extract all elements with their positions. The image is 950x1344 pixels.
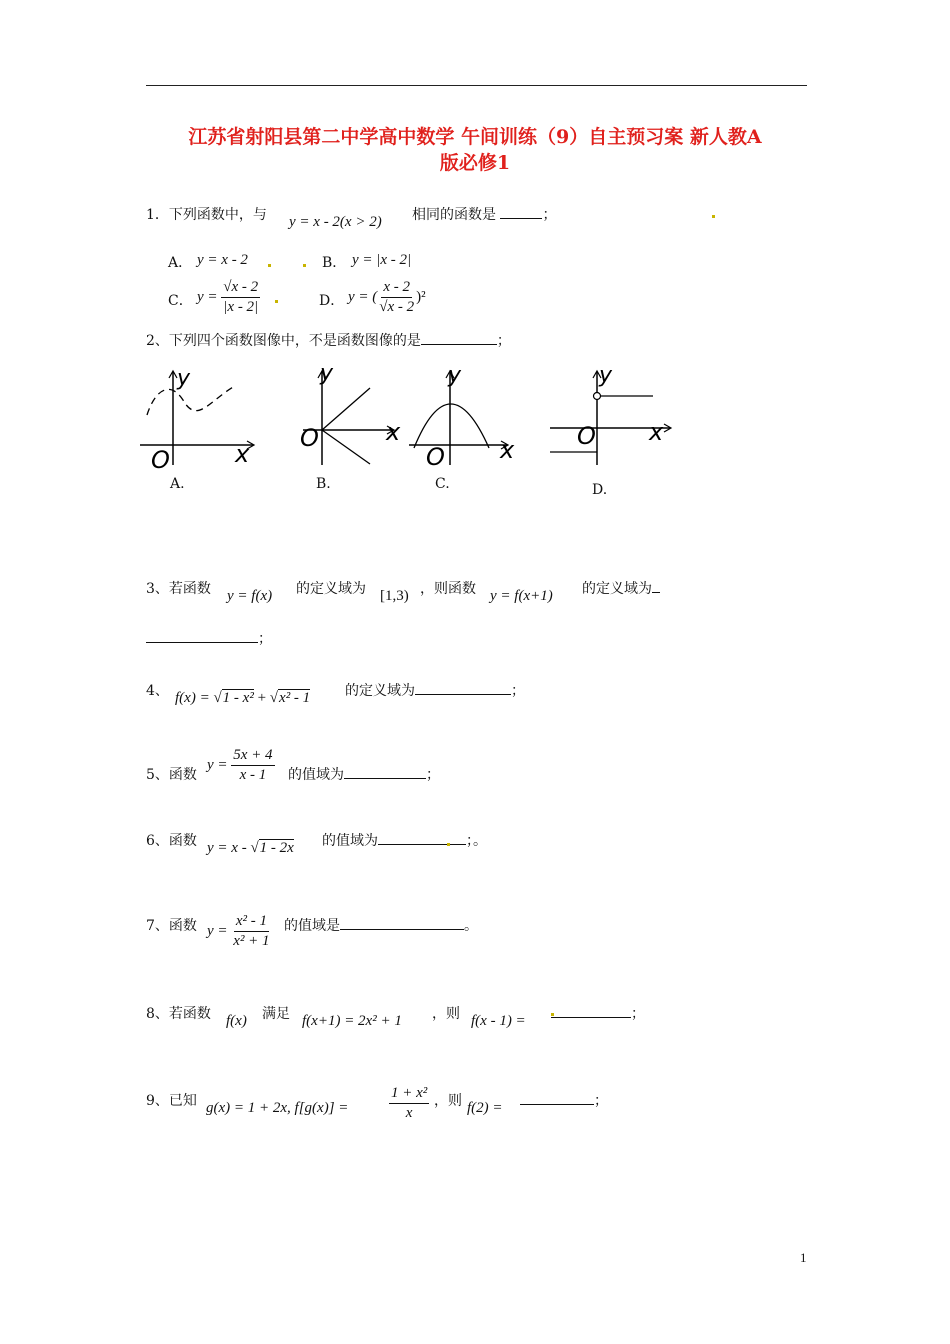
q1-expression: y = x - 2(x > 2) bbox=[289, 214, 382, 230]
q7-prefix: 7、函数 bbox=[146, 918, 197, 934]
q3-blank-start bbox=[652, 578, 660, 593]
q3-end: ； bbox=[258, 631, 272, 647]
q7-numerator: x² - 1 bbox=[234, 913, 269, 932]
graph-d bbox=[545, 360, 675, 470]
q1-option-d-expr bbox=[348, 279, 426, 316]
q1-option-d-den: √x - 2 bbox=[379, 299, 415, 315]
q4-answer-blank[interactable] bbox=[415, 680, 511, 695]
q7-lhs: y = bbox=[207, 922, 228, 939]
q9-expr1: g(x) = 1 + 2x, f[g(x)] = bbox=[206, 1100, 349, 1116]
graph-a-curve bbox=[147, 386, 235, 415]
q8-answer-blank[interactable] bbox=[551, 1003, 631, 1018]
q5-denominator: x - 1 bbox=[239, 767, 267, 783]
q9-answer-blank[interactable] bbox=[520, 1090, 594, 1105]
q3-answer-blank[interactable] bbox=[146, 628, 258, 643]
q8-expr2: f(x+1) = 2x² + 1 bbox=[302, 1013, 402, 1029]
graph-d-y-label: y bbox=[599, 363, 613, 388]
q7-suffix-text: 的值域是 bbox=[284, 918, 340, 934]
q8-answer bbox=[551, 1003, 645, 1023]
q8-expr1: f(x) bbox=[226, 1013, 247, 1029]
q2-answer-blank[interactable] bbox=[421, 330, 497, 345]
q1-option-a-label: A． bbox=[168, 255, 193, 271]
graph-c-label: C. bbox=[435, 476, 450, 492]
q1-option-c-expr bbox=[197, 279, 260, 316]
q4-expression: f(x) = √1 - x² + √x² - 1 bbox=[175, 690, 311, 706]
q3-expr2: y = f(x+1) bbox=[490, 588, 553, 604]
q6-end: ；。 bbox=[466, 833, 487, 849]
graph-a-x-label: x bbox=[235, 440, 250, 468]
q1-end: ； bbox=[542, 207, 557, 223]
q6-expression: y = x - √1 - 2x bbox=[207, 840, 294, 856]
q3-expr1: y = f(x) bbox=[227, 588, 273, 604]
q1-suffix bbox=[412, 204, 556, 224]
q6-prefix: 6、函数 bbox=[146, 833, 197, 849]
q6-lhs: y = x - bbox=[207, 840, 247, 856]
q6-suffix-text: 的值域为 bbox=[322, 833, 378, 849]
page-title bbox=[100, 124, 850, 176]
graph-a-label: A. bbox=[170, 476, 185, 492]
stray-mark bbox=[268, 264, 271, 267]
stray-mark bbox=[303, 264, 306, 267]
q3-mid2: ，则函数 bbox=[420, 581, 476, 597]
q5-end: ； bbox=[426, 767, 440, 783]
q6-sqrt: 1 - 2x bbox=[259, 840, 294, 856]
q1-option-c-label: C． bbox=[168, 293, 193, 309]
q7-fraction bbox=[231, 913, 271, 950]
q4-suffix bbox=[345, 680, 525, 700]
q9-denominator: x bbox=[405, 1105, 413, 1121]
graph-a bbox=[135, 360, 265, 470]
q2-text bbox=[146, 330, 511, 350]
q3-interval: [1,3) bbox=[380, 588, 409, 604]
q5-fraction bbox=[231, 747, 274, 784]
graph-c-y-label: y bbox=[448, 363, 462, 388]
q5-prefix: 5、函数 bbox=[146, 767, 197, 783]
q3-prefix: 3、若函数 bbox=[146, 581, 211, 597]
graph-d-origin-label: O bbox=[577, 422, 596, 450]
q1-prefix: 1．下列函数中，与 bbox=[146, 207, 267, 223]
q9-answer bbox=[520, 1090, 608, 1110]
graph-c bbox=[404, 360, 526, 470]
graph-c-parabola bbox=[414, 404, 489, 448]
graph-d-label: D. bbox=[592, 482, 608, 498]
stray-mark bbox=[551, 1013, 554, 1016]
graph-d-x-label: x bbox=[649, 418, 664, 446]
q9-comma: ，则 bbox=[434, 1093, 462, 1109]
q1-option-d-lhs: y = ( bbox=[348, 288, 378, 305]
q1-option-d-rhs: )² bbox=[416, 288, 426, 305]
q1-option-d-label: D． bbox=[319, 293, 345, 309]
q5-expression bbox=[207, 747, 275, 784]
q1-option-a-expr: y = x - 2 bbox=[197, 252, 248, 268]
q4-sqrt-1: 1 - x² bbox=[222, 690, 254, 706]
q9-fraction bbox=[389, 1085, 429, 1122]
q7-end: 。 bbox=[464, 918, 478, 934]
q4-suffix-text: 的定义域为 bbox=[345, 683, 415, 699]
q1-answer-blank[interactable] bbox=[500, 204, 542, 219]
graph-a-y-label: y bbox=[177, 366, 191, 391]
q3-suffix-text: 的定义域为 bbox=[582, 581, 652, 597]
q8-prefix: 8、若函数 bbox=[146, 1006, 211, 1022]
q5-suffix bbox=[288, 764, 440, 784]
stray-mark bbox=[275, 300, 278, 303]
graph-b-y-label: y bbox=[320, 361, 334, 386]
q1-option-b-label: B． bbox=[322, 255, 347, 271]
q1-option-c-num: √x - 2 bbox=[221, 279, 260, 298]
q6-suffix bbox=[322, 830, 487, 850]
graph-c-x-label: x bbox=[500, 436, 515, 464]
graph-b bbox=[298, 360, 410, 470]
stray-mark bbox=[712, 215, 715, 218]
q2-text-label: 2、下列四个函数图像中，不是函数图像的是 bbox=[146, 333, 421, 349]
q1-option-c-den: |x - 2| bbox=[223, 299, 259, 315]
q9-expr2: f(2) = bbox=[467, 1100, 503, 1116]
q7-expression bbox=[207, 913, 272, 950]
q8-end: ； bbox=[631, 1006, 645, 1022]
q9-end: ； bbox=[594, 1093, 608, 1109]
q1-option-d-fraction bbox=[377, 279, 416, 316]
title-line-2: 版必修1 bbox=[439, 152, 511, 174]
graph-b-origin-label: O bbox=[300, 424, 319, 452]
q2-end: ； bbox=[496, 333, 511, 349]
q6-answer-blank[interactable] bbox=[378, 830, 466, 845]
q3-suffix bbox=[582, 578, 660, 598]
q4-sqrt-2: x² - 1 bbox=[279, 690, 311, 706]
q8-comma: ，则 bbox=[432, 1006, 460, 1022]
q5-lhs: y = bbox=[207, 756, 228, 773]
q1-option-c-lhs: y = bbox=[197, 288, 218, 305]
q8-mid: 满足 bbox=[262, 1006, 290, 1022]
stray-mark bbox=[447, 843, 450, 846]
q5-numerator: 5x + 4 bbox=[231, 747, 274, 766]
q1-option-d-num: x - 2 bbox=[381, 279, 412, 298]
q7-denominator: x² + 1 bbox=[233, 933, 270, 949]
q3-mid1: 的定义域为 bbox=[296, 581, 366, 597]
q7-answer-blank[interactable] bbox=[340, 915, 464, 930]
page-number: 1 bbox=[800, 1250, 807, 1265]
q8-expr3: f(x - 1) = bbox=[471, 1013, 526, 1029]
header-rule bbox=[146, 85, 807, 86]
q1-option-c-fraction bbox=[221, 279, 260, 316]
q4-plus: + bbox=[257, 690, 267, 706]
q9-prefix: 9、已知 bbox=[146, 1093, 197, 1109]
graph-d-open-point bbox=[594, 393, 601, 400]
q5-suffix-text: 的值域为 bbox=[288, 767, 344, 783]
graph-b-ray-up bbox=[322, 388, 370, 430]
graph-b-ray-down bbox=[322, 430, 370, 464]
q7-suffix bbox=[284, 915, 478, 935]
title-line-1: 江苏省射阳县第二中学高中数学 午间训练（9）自主预习案 新人教A bbox=[188, 126, 762, 148]
q9-fraction-wrap bbox=[389, 1085, 429, 1122]
q1-option-b-expr: y = |x - 2| bbox=[352, 252, 412, 268]
q4-lhs: f(x) = bbox=[175, 690, 210, 706]
graph-c-origin-label: O bbox=[426, 443, 445, 470]
q9-numerator: 1 + x² bbox=[389, 1085, 429, 1104]
q5-answer-blank[interactable] bbox=[344, 764, 426, 779]
graph-a-origin-label: O bbox=[151, 446, 170, 470]
q4-end: ； bbox=[511, 683, 525, 699]
q4-prefix: 4、 bbox=[146, 683, 169, 699]
q1-suffix-text: 相同的函数是 bbox=[412, 207, 496, 223]
graph-b-x-label: x bbox=[386, 418, 401, 446]
q3-answer-line bbox=[146, 628, 272, 648]
graph-b-label: B. bbox=[316, 476, 331, 492]
